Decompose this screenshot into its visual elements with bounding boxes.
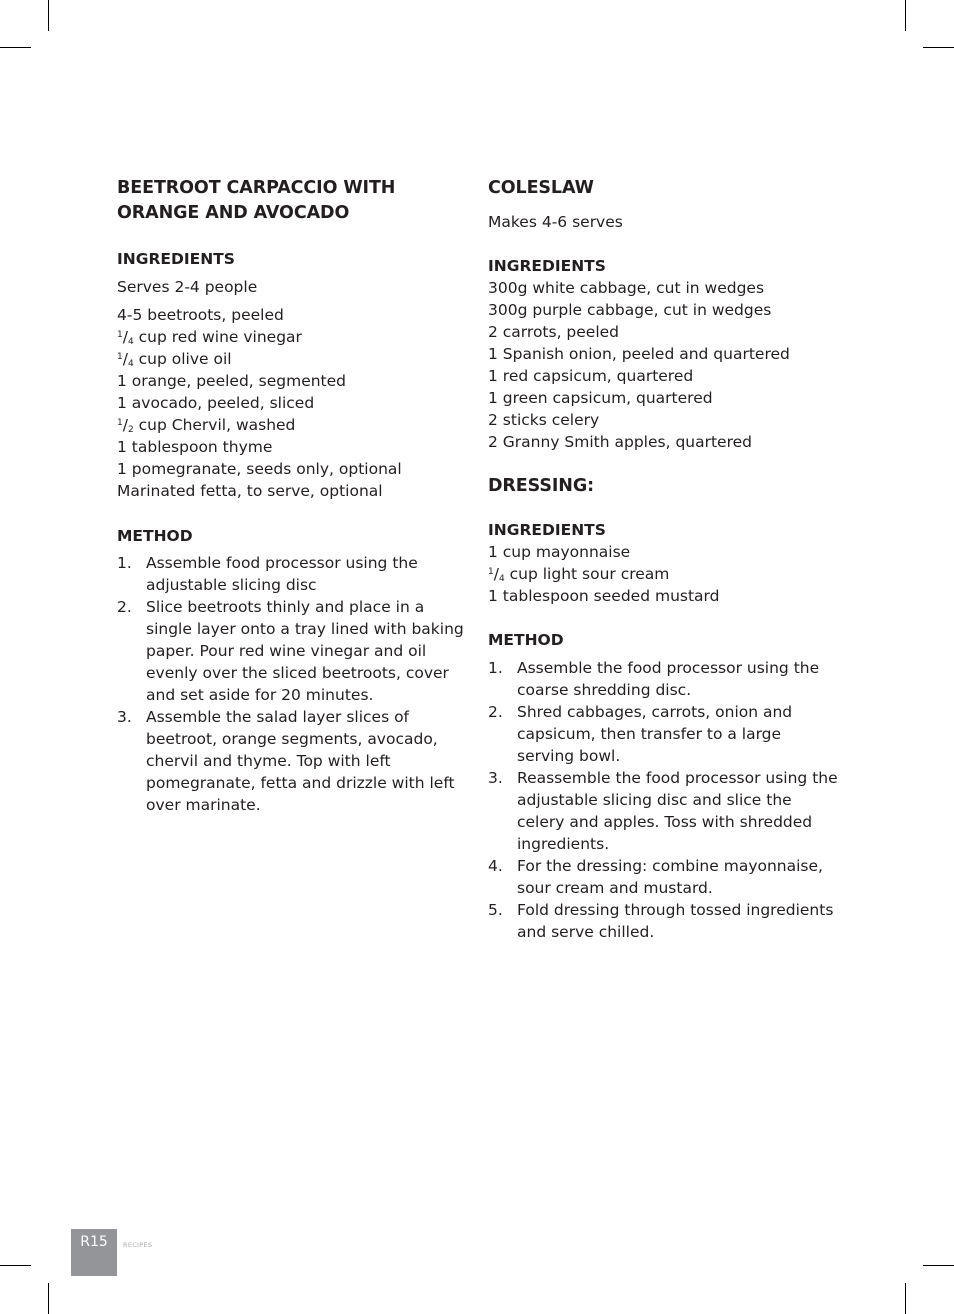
method-step: 2. Slice beetroots thinly and place in a single layer onto a tray lined with baking paper. Pour red wine vinegar and oil evenly over the sliced beetroots, cover and set aside for 20 minutes. xyxy=(117,598,464,704)
method-list xyxy=(117,552,467,816)
ingredient-item: 4-5 beetroots, peeled xyxy=(117,306,284,324)
ingredient-item: 1 avocado, peeled, sliced xyxy=(117,394,315,412)
ingredient-item: $^1/_4$ cup light sour cream xyxy=(488,565,670,584)
makes-text: Makes 4-6 serves xyxy=(488,213,623,231)
dressing-ingredients-heading: INGREDIENTS xyxy=(488,521,606,539)
method-step: 5. Fold dressing through tossed ingredients and serve chilled. xyxy=(488,901,834,941)
ingredient-item: 1 cup mayonnaise xyxy=(488,543,631,561)
crop-mark xyxy=(48,0,49,31)
ingredient-item: Marinated fetta, to serve, optional xyxy=(117,482,383,500)
ingredient-item: 1 orange, peeled, segmented xyxy=(117,372,347,390)
crop-mark xyxy=(905,0,906,31)
method-heading: METHOD xyxy=(117,527,193,545)
ingredients-heading: INGREDIENTS xyxy=(117,250,235,268)
ingredient-item: 2 sticks celery xyxy=(488,411,600,429)
method-list xyxy=(488,657,838,943)
method-step: 3. Assemble the salad layer slices of beetroot, orange segments, avocado, chervil and thyme. Top with left pomegranate, fetta and drizzle with left over marinate. xyxy=(117,708,455,814)
serves-text: Serves 2-4 people xyxy=(117,278,258,296)
method-step: 1. Assemble the food processor using the coarse shredding disc. xyxy=(488,659,820,699)
dressing-ingredient-list xyxy=(488,541,838,607)
ingredient-item: 300g white cabbage, cut in wedges xyxy=(488,279,765,297)
ingredient-item: 1 Spanish onion, peeled and quartered xyxy=(488,345,790,363)
ingredient-item: 300g purple cabbage, cut in wedges xyxy=(488,301,772,319)
crop-mark xyxy=(48,1283,49,1314)
ingredient-item: 1 tablespoon thyme xyxy=(117,438,273,456)
ingredients-heading: INGREDIENTS xyxy=(488,257,606,275)
ingredient-item: $^1/_2$ cup Chervil, washed xyxy=(117,416,296,435)
ingredient-item: 2 carrots, peeled xyxy=(488,323,620,341)
ingredient-list xyxy=(488,277,838,453)
method-step: 3. Reassemble the food processor using the adjustable slicing disc and slice the celery and apples. Toss with shredded ingredients. xyxy=(488,769,838,853)
ingredient-item: $^1/_4$ cup red wine vinegar xyxy=(117,328,302,347)
section-label: RECIPES xyxy=(123,1241,153,1249)
ingredient-item: 1 pomegranate, seeds only, optional xyxy=(117,460,402,478)
crop-mark xyxy=(923,47,954,48)
method-step: 4. For the dressing: combine mayonnaise, sour cream and mustard. xyxy=(488,857,823,897)
recipe-title: BEETROOT CARPACCIO WITH ORANGE AND AVOCADO xyxy=(117,178,396,223)
ingredient-item: 1 red capsicum, quartered xyxy=(488,367,694,385)
ingredient-list xyxy=(117,304,467,502)
page-number-tab xyxy=(71,1229,117,1276)
crop-mark xyxy=(905,1283,906,1314)
page-number: R15 xyxy=(80,1234,108,1250)
ingredient-item: 1 green capsicum, quartered xyxy=(488,389,713,407)
recipe-title: COLESLAW xyxy=(488,178,594,198)
method-step: 2. Shred cabbages, carrots, onion and capsicum, then transfer to a large serving bowl. xyxy=(488,703,793,765)
ingredient-item: 2 Granny Smith apples, quartered xyxy=(488,433,752,451)
ingredient-item: 1 tablespoon seeded mustard xyxy=(488,587,720,605)
method-step: 1. Assemble food processor using the adjustable slicing disc xyxy=(117,554,418,594)
crop-mark xyxy=(0,47,31,48)
right-recipe xyxy=(488,176,838,943)
crop-mark xyxy=(923,1265,954,1266)
left-recipe xyxy=(117,176,467,816)
ingredient-item: $^1/_4$ cup olive oil xyxy=(117,350,232,369)
dressing-title: DRESSING: xyxy=(488,476,594,496)
method-heading: METHOD xyxy=(488,631,564,649)
crop-mark xyxy=(0,1265,31,1266)
